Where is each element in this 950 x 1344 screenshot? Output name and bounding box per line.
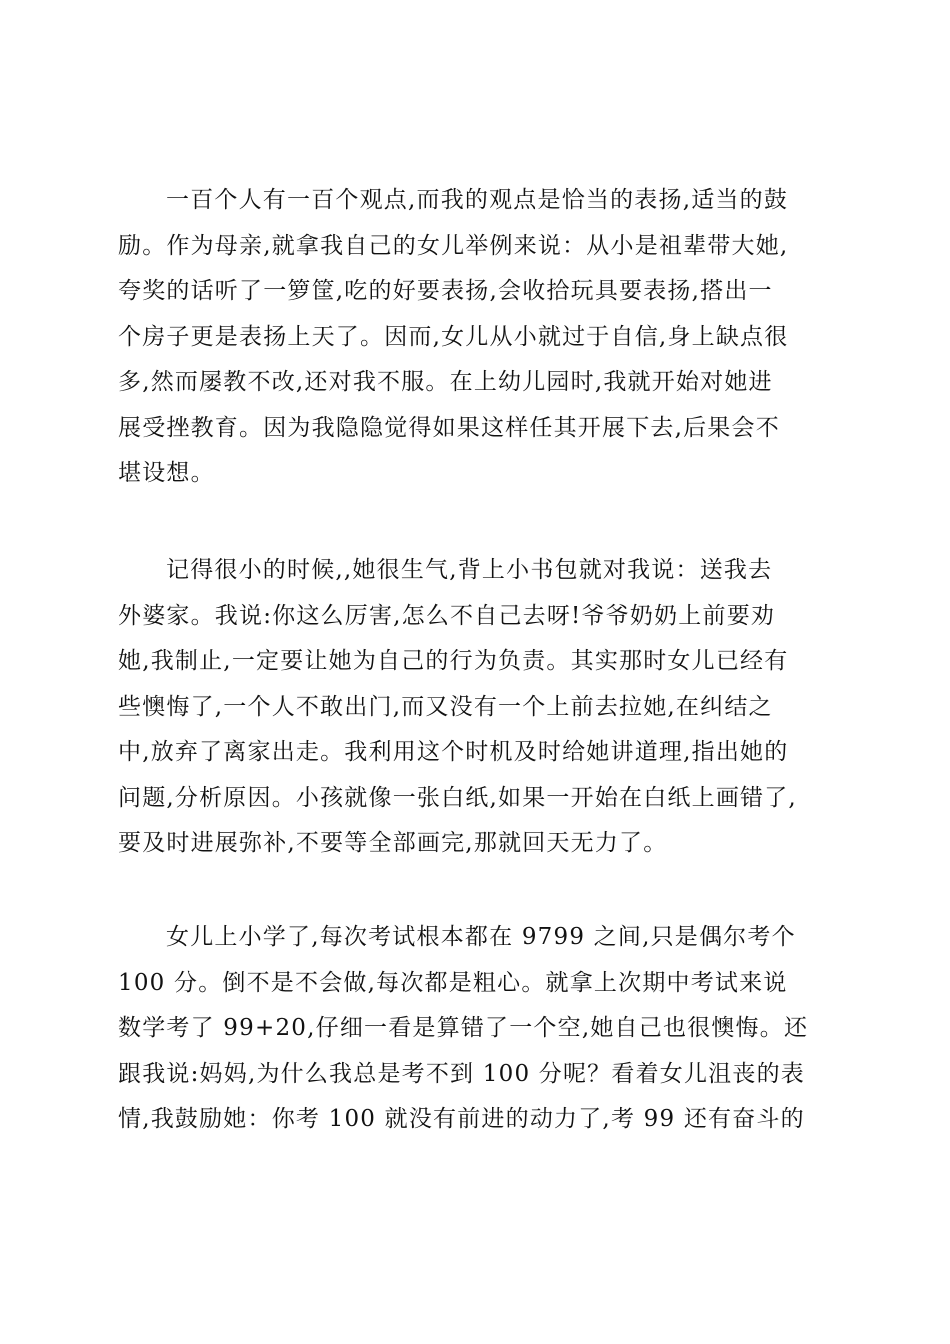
text-line: 夸奖的话听了一箩筐,吃的好要表扬,会收拾玩具要表扬,搭出一 (118, 278, 773, 304)
text-line: 励。作为母亲,就拿我自己的女儿举例来说：从小是祖辈带大她, (118, 232, 789, 259)
text-line: 女儿上小学了,每次考试根本都在 9799 之间,只是偶尔考个 (166, 924, 796, 950)
text-line: 记得很小的时候,,她很生气,背上小书包就对我说：送我去 (166, 557, 773, 583)
paragraph-school-exams (118, 915, 834, 1143)
text-line: 数学考了 99+20,仔细一看是算错了一个空,她自己也很懊悔。还 (118, 1015, 809, 1041)
text-line: 100 分。倒不是不会做,每次都是粗心。就拿上次期中考试来说 (118, 969, 788, 996)
text-line: 外婆家。我说:你这么厉害,怎么不自己去呀!爷爷奶奶上前要劝 (118, 602, 776, 629)
text-line: 一百个人有一百个观点,而我的观点是恰当的表扬,适当的鼓 (166, 187, 789, 213)
paragraph-praise-opinion (118, 178, 834, 497)
text-line: 她,我制止,一定要让她为自己的行为负责。其实那时女儿已经有 (118, 648, 789, 674)
text-line: 堪设想。 (118, 460, 215, 486)
text-line: 中,放弃了离家出走。我利用这个时机及时给她讲道理,指出她的 (118, 739, 789, 765)
text-line: 个房子更是表扬上天了。因而,女儿从小就过于自信,身上缺点很 (118, 323, 789, 350)
text-line: 要及时进展弥补,不要等全部画完,那就回天无力了。 (118, 830, 668, 856)
text-line: 多,然而屡教不改,还对我不服。在上幼儿园时,我就开始对她进 (118, 369, 773, 395)
text-line: 问题,分析原因。小孩就像一张白纸,如果一开始在白纸上画错了, (118, 784, 797, 811)
text-line: 展受挫教育。因为我隐隐觉得如果这样任其开展下去,后果会不 (118, 414, 780, 441)
text-line: 跟我说:妈妈,为什么我总是考不到 100 分呢？看着女儿沮丧的表 (118, 1060, 805, 1087)
paragraph-childhood-story (118, 548, 834, 867)
text-line: 些懊悔了,一个人不敢出门,而又没有一个上前去拉她,在纠结之 (118, 693, 773, 720)
text-line: 情,我鼓励她：你考 100 就没有前进的动力了,考 99 还有奋斗的 (118, 1106, 805, 1132)
